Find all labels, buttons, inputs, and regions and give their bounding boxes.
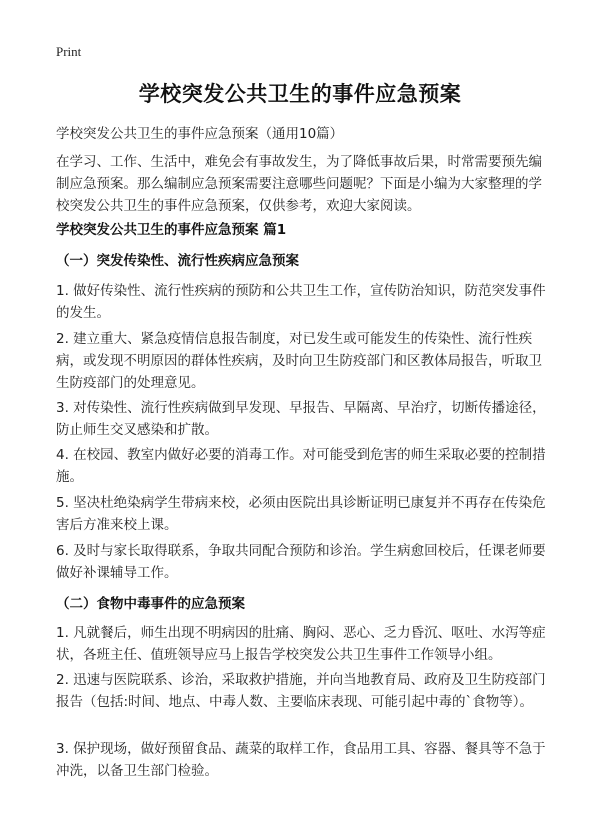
page-title: 学校突发公共卫生的事件应急预案 xyxy=(138,82,462,106)
print-label[interactable]: Print xyxy=(56,44,82,59)
document-subtitle: 学校突发公共卫生的事件应急预案（通用10篇） xyxy=(56,126,344,142)
part1-item-5: 5. 坚决杜绝染病学生带病来校，必须由医院出具诊断证明已康复并不再存在传染危害后方准来校上课。 xyxy=(56,495,546,533)
part1-item-1: 1. 做好传染性、流行性疾病的预防和公共卫生工作，宣传防治知识，防范突发事件的发生。 xyxy=(56,283,546,321)
part2-item-2: 2. 迅速与医院联系、诊治，采取救护措施，并向当地教育局、政府及卫生防疫部门报告（包括:时间、地点、中毒人数、主要临床表现、可能引起中毒的`食物等）。 xyxy=(56,672,546,710)
part1-heading: （一）突发传染性、流行性疾病应急预案 xyxy=(56,253,299,269)
intro-paragraph: 在学习、工作、生活中，难免会有事故发生，为了降低事故后果，时常需要预先编制应急预案。那么编制应急预案需要注意哪些问题呢？下面是小编为大家整理的学校突发公共卫生的事件应急预案，仅供参考，欢迎大家阅读。 xyxy=(56,154,542,214)
part1-item-3: 3. 对传染性、流行性疾病做到早发现、早报告、早隔离、早治疗，切断传播途径，防止师生交叉感染和扩散。 xyxy=(56,400,546,438)
part1-item-4: 4. 在校园、教室内做好必要的消毒工作。对可能受到危害的师生采取必要的控制措施。 xyxy=(56,447,546,485)
part1-item-2: 2. 建立重大、紧急疫情信息报告制度，对已发生或可能发生的传染性、流行性疾病，或发现不明原因的群体性疾病，及时向卫生防疫部门和区教体局报告，听取卫生防疫部门的处理意见。 xyxy=(56,331,542,391)
part2-item-1: 1. 凡就餐后，师生出现不明病因的肚痛、胸闷、恶心、乏力昏沉、呕吐、水泻等症状，各班主任、值班领导应马上报告学校突发公共卫生事件工作领导小组。 xyxy=(56,625,546,663)
part2-item-3: 3. 保护现场，做好预留食品、蔬菜的取样工作，食品用工具、容器、餐具等不急于冲洗，以备卫生部门检验。 xyxy=(56,741,546,779)
part2-heading: （二）食物中毒事件的应急预案 xyxy=(56,596,245,612)
section-heading: 学校突发公共卫生的事件应急预案 篇1 xyxy=(56,222,287,238)
part1-item-6: 6. 及时与家长取得联系，争取共同配合预防和诊治。学生病愈回校后，任课老师要做好补课辅导工作。 xyxy=(56,543,546,581)
